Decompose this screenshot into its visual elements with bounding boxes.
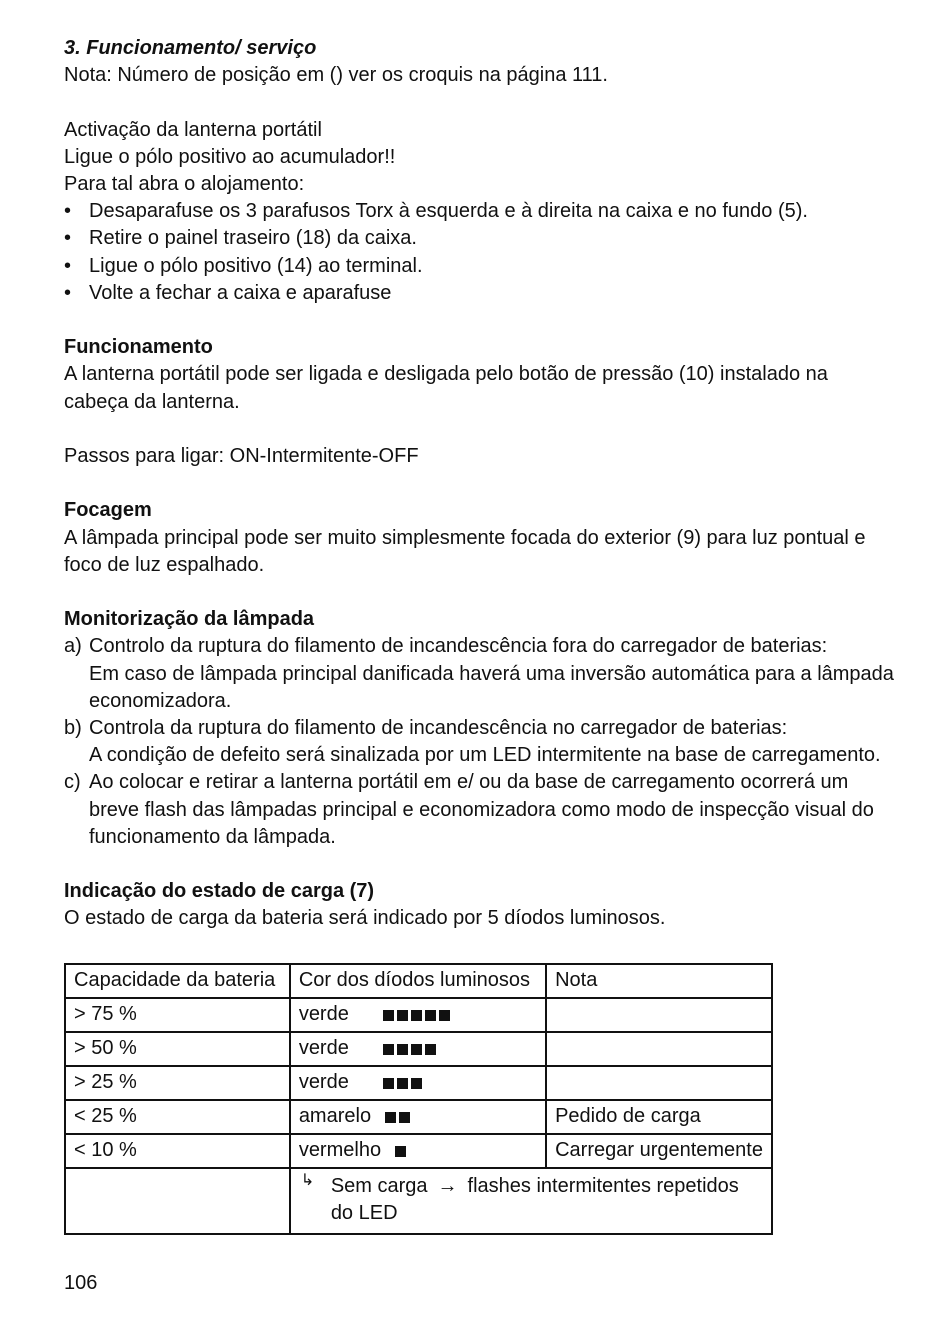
led-color-cell [290,1134,546,1168]
activation-title: Activação da lanterna portátil [64,118,322,141]
position-note: Nota: Número de posição em () ver os croquis na página 111. [64,64,608,87]
table-row [65,1066,772,1100]
list-text: Controlo da ruptura do filamento de incandescência fora do carregador de baterias: [89,635,828,658]
table-header-cell: Nota [546,964,772,998]
no-charge-note [290,1168,772,1234]
list-text: Em caso de lâmpada principal danificada haverá uma inversão automática para a lâmpada economizadora. [89,662,894,712]
empty-cell [65,1168,290,1234]
list-item [64,715,894,769]
focus-title: Focagem [64,499,152,522]
list-marker: c) [64,771,81,794]
led-square-icon [383,1010,394,1021]
led-square-icon [397,1044,408,1055]
led-square-icon [439,1010,450,1021]
monitoring-title: Monitorização da lâmpada [64,608,315,631]
led-color-cell [290,1032,546,1066]
table-row [65,998,772,1032]
led-indicator [383,1010,450,1021]
charge-indication-title: Indicação do estado de carga (7) [64,880,375,903]
capacity-cell: > 50 % [65,1032,290,1066]
table-header-cell: Cor dos díodos luminosos [290,964,546,998]
list-item: • Retire o painel traseiro (18) da caixa. [64,225,894,252]
led-square-icon [411,1044,422,1055]
capacity-cell: > 75 % [65,998,290,1032]
hook-arrow-icon: ↳ [300,1172,315,1189]
no-charge-text: flashes intermitentes repetidos [467,1175,739,1197]
activation-line-1: Ligue o pólo positivo ao acumulador!! [64,145,396,168]
charge-indication-text: O estado de carga da bateria será indicado por 5 díodos luminosos. [64,907,666,930]
led-color-label: amarelo [298,1105,372,1128]
table-footer-row [65,1168,772,1234]
table-row [65,1100,772,1134]
note-cell: Pedido de carga [546,1100,772,1134]
led-color-cell [290,998,546,1032]
section-heading: 3. Funcionamento/ serviço [64,37,317,59]
operation-steps: Passos para ligar: ON-Intermitente-OFF [64,445,419,467]
led-square-icon [383,1044,394,1055]
led-square-icon [383,1078,394,1089]
led-color-label: verde [298,1037,349,1060]
list-item: • Desaparafuse os 3 parafusos Torx à esquerda e à direita na caixa e no fundo (5). [64,198,894,225]
table-row [65,1134,772,1168]
note-cell [546,998,772,1032]
capacity-cell: > 25 % [65,1066,290,1100]
led-square-icon [411,1078,422,1089]
led-square-icon [395,1146,406,1157]
led-indicator [383,1044,436,1055]
operation-title: Funcionamento [64,336,213,359]
list-marker: b) [64,717,82,739]
led-square-icon [399,1112,410,1123]
table-header-cell: Capacidade da bateria [65,964,290,998]
list-text: Ao colocar e retirar a lanterna portátil em e/ ou da base de carregamento ocorrerá um breve flash das lâmpadas principal e economizadora como modo de inspecção visual do funcionamento da lâmpada. [89,771,874,848]
no-charge-label: Sem carga [330,1175,428,1197]
list-item [64,633,894,715]
charge-state-table [64,963,773,1235]
monitoring-list [64,633,894,851]
note-cell: Carregar urgentemente [546,1134,772,1168]
led-square-icon [397,1010,408,1021]
led-square-icon [425,1010,436,1021]
led-square-icon [425,1044,436,1055]
page-content [64,35,894,933]
led-indicator [385,1112,410,1123]
activation-steps [64,198,894,307]
list-text: A condição de defeito será sinalizada por um LED intermitente na base de carregamento. [89,744,881,767]
led-indicator [395,1146,406,1157]
led-color-label: vermelho [298,1139,382,1162]
page-number: 106 [64,1272,98,1294]
table-row [65,1032,772,1066]
led-square-icon [397,1078,408,1089]
led-color-label: verde [298,1003,349,1026]
led-color-cell [290,1100,546,1134]
no-charge-text-2: do LED [330,1202,398,1224]
list-text: Controla da ruptura do filamento de incandescência no carregador de baterias: [89,717,788,739]
activation-line-2: Para tal abra o alojamento: [64,173,305,195]
led-indicator [383,1078,422,1089]
list-marker: a) [64,635,82,658]
capacity-cell: < 25 % [65,1100,290,1134]
capacity-cell: < 10 % [65,1134,290,1168]
note-cell [546,1066,772,1100]
led-color-cell [290,1066,546,1100]
table-header-row [65,964,772,998]
list-item: • Ligue o pólo positivo (14) ao terminal. [64,253,894,280]
list-item: • Volte a fechar a caixa e aparafuse [64,280,894,307]
led-color-label: verde [298,1071,349,1094]
note-cell [546,1032,772,1066]
list-item [64,769,894,851]
operation-text: A lanterna portátil pode ser ligada e desligada pelo botão de pressão (10) instalado na cabeça da lanterna. [64,363,828,413]
right-arrow-icon: → [437,1175,458,1197]
focus-text: A lâmpada principal pode ser muito simplesmente focada do exterior (9) para luz pontual e foco de luz espalhado. [64,526,866,576]
led-square-icon [411,1010,422,1021]
led-square-icon [385,1112,396,1123]
